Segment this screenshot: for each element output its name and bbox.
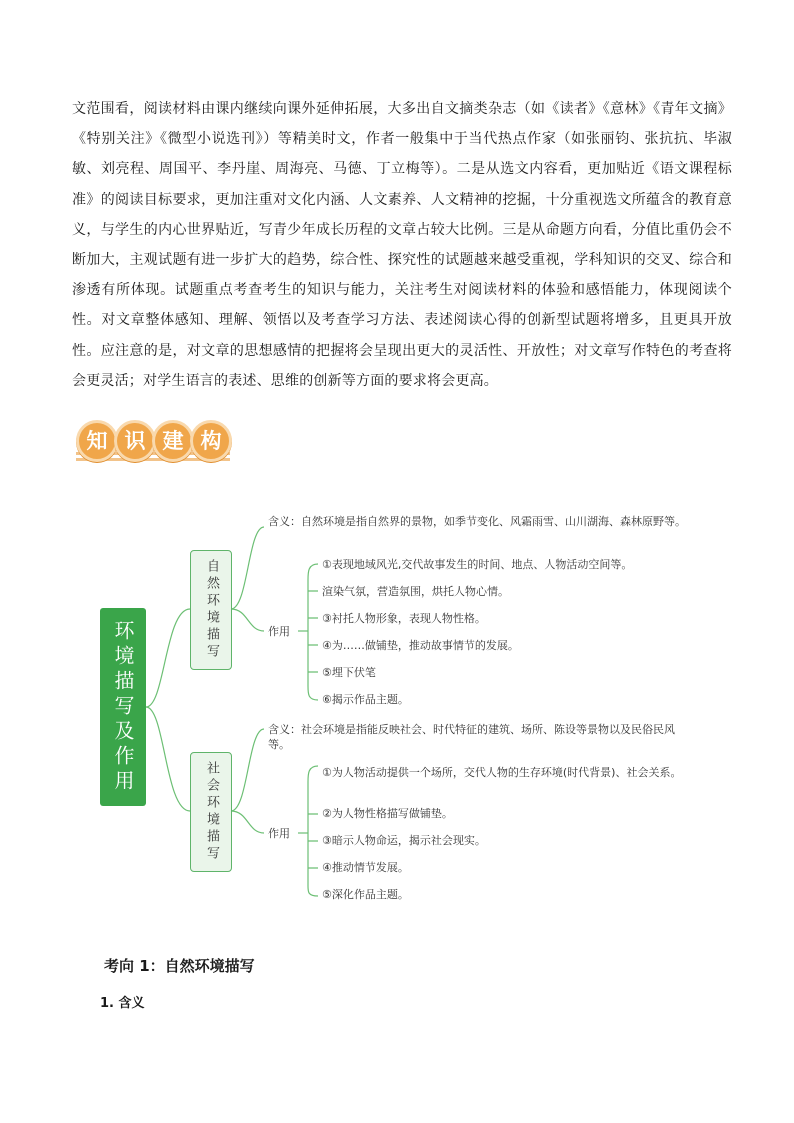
intro-paragraph: 文范围看，阅读材料由课内继续向课外延伸拓展，大多出自文摘类杂志（如《读者》《意林》《青年文摘》《特别关注》《微型小说选刊》）等精美时文，作者一般集中于当代热点作家（如张丽钧、张抗抗、毕淑敏、刘亮程、周国平、李丹崖、周海亮、马德、丁立梅等）。二是从选文内容看，更加贴近《语文课程标准》的阅读目标要求，更加注重对文化内涵、人文素养、人文精神的挖掘，十分重视选文所蕴含的教育意义，与学生的内心世界贴近，写青少年成长历程的文章占较大比例。三是从命题方向看，分值比重仍会不断加大，主观试题有进一步扩大的趋势，综合性、探究性的试题越来越受重视，学科知识的交叉、综合和渗透有所体现。试题重点考查考生的知识与能力，关注考生对阅读材料的体验和感悟能力，体现阅读个性。对文章整体感知、理解、领悟以及考查学习方法、表述阅读心得的创新型试题将增多，且更具开放性。应注意的是，对文章的思想感情的把握将会呈现出更大的灵活性、开放性；对文章写作特色的考查将会更灵活；对学生语言的表述、思维的创新等方面的要求将会更高。 [72, 101, 732, 389]
connector-b2-meaning [231, 729, 264, 811]
social-effect-3: ③暗示人物命运，揭示社会现实。 [322, 834, 486, 847]
banner-char-3: 建 [152, 420, 194, 462]
connector-root-b2 [146, 707, 190, 811]
natural-effect-label: 作用 [268, 625, 290, 638]
banner-char-2: 识 [114, 420, 156, 462]
banner-char-4: 构 [190, 420, 232, 462]
social-effect-1: ①为人物活动提供一个场所，交代人物的生存环境(时代背景)、社会关系。 [322, 766, 682, 779]
connector-b1-bracket [308, 564, 318, 700]
social-effect-5: ⑤深化作品主题。 [322, 888, 409, 901]
knowledge-construction-banner [74, 418, 234, 468]
connector-b1-meaning [231, 527, 264, 609]
social-effect-4: ④推动情节发展。 [322, 861, 409, 874]
natural-effect-1: ①表现地域风光,交代故事发生的时间、地点、人物活动空间等。 [322, 558, 633, 571]
banner-char-1: 知 [76, 420, 118, 462]
social-meaning: 含义：社会环境是指能反映社会、时代特征的建筑、场所、陈设等景物以及民俗民风等。 [268, 723, 675, 751]
natural-effect-4: ④为……做铺垫，推动故事情节的发展。 [322, 639, 519, 652]
natural-effect-3: ③衬托人物形象，表现人物性格。 [322, 612, 486, 625]
mind-map-root: 环境描写及作用 [100, 608, 146, 806]
natural-effect-6: ⑥揭示作品主题。 [322, 693, 409, 706]
connector-root-b1 [146, 609, 190, 707]
natural-effect-5: ⑤埋下伏笔 [322, 666, 376, 679]
branch-natural-environment: 自然环境描写 [190, 550, 232, 670]
branch-social-environment: 社会环境描写 [190, 752, 232, 872]
subheading: 1. 含义 [100, 996, 145, 1011]
connector-b1-effect [231, 609, 264, 631]
connector-b2-bracket [308, 766, 318, 896]
social-effect-label: 作用 [268, 827, 290, 840]
connector-b2-effect [231, 811, 264, 833]
mind-map [0, 500, 794, 920]
section-heading: 考向 1：自然环境描写 [104, 957, 255, 975]
social-effect-2: ②为人物性格描写做铺垫。 [322, 807, 453, 820]
natural-meaning: 含义：自然环境是指自然界的景物，如季节变化、风霜雨雪、山川湖海、森林原野等。 [268, 515, 686, 528]
natural-effect-2: 渲染气氛，营造氛围，烘托人物心情。 [322, 585, 509, 598]
